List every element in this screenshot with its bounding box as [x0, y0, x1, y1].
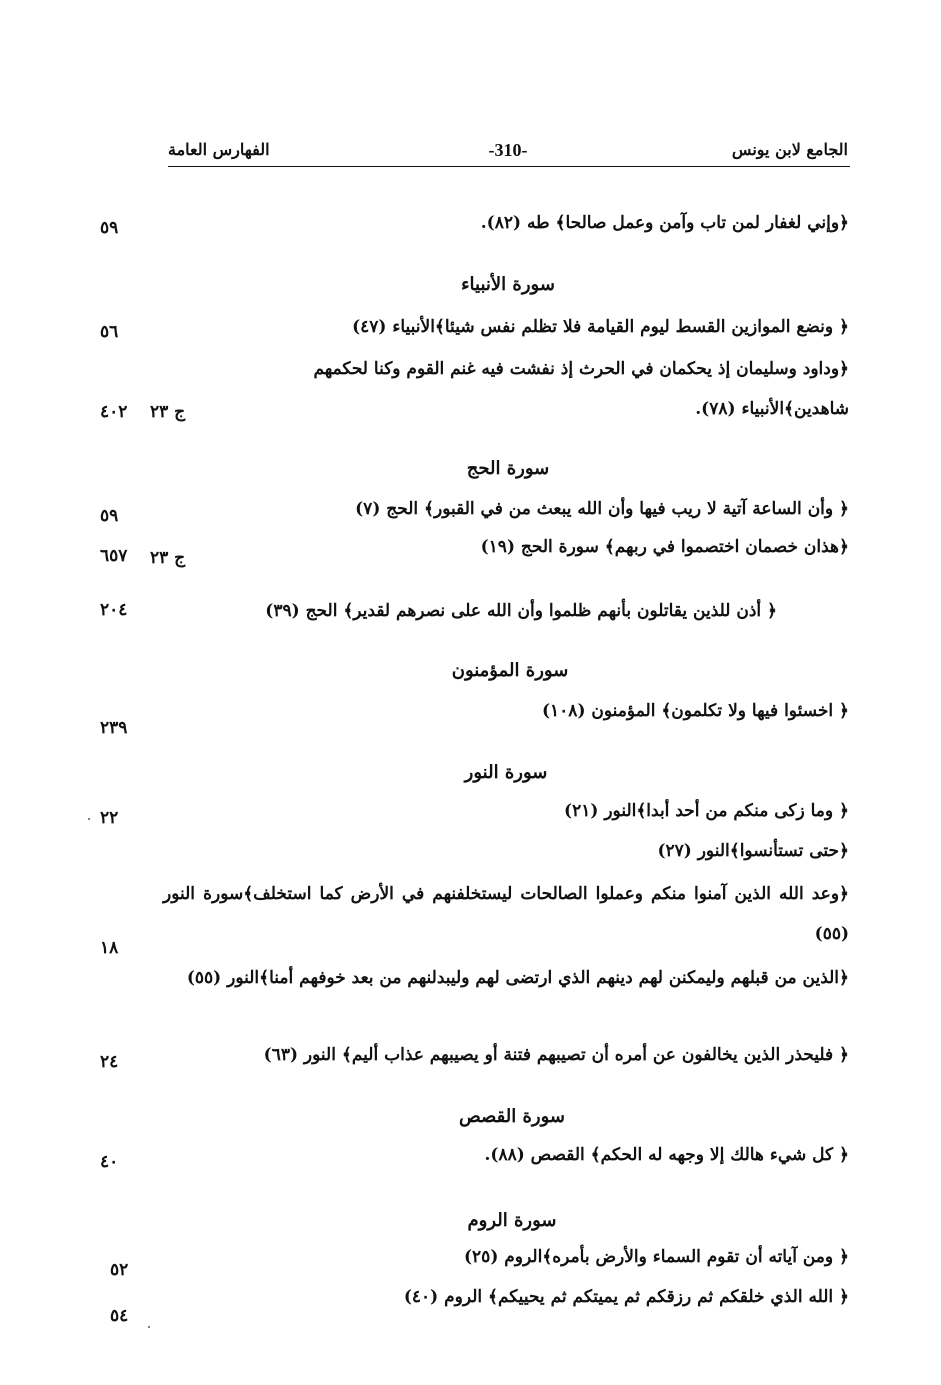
- verse-entry: ﴿ كل شيء هالك إلا وجهه له الحكم﴾ القصص (٨٨).: [484, 1145, 849, 1165]
- volume-reference: ج ٢٣: [150, 548, 186, 568]
- page-header: [168, 140, 848, 166]
- verse-entry: ﴿ اخسئوا فيها ولا تكلمون﴾ المؤمنون (١٠٨): [542, 701, 849, 721]
- page-reference: ٢٠٤: [100, 600, 128, 620]
- volume-reference: ج ٢٣: [150, 402, 186, 422]
- scan-speck: [88, 818, 90, 820]
- page-reference: ٥٤: [110, 1306, 129, 1326]
- surah-heading: سورة الروم: [467, 1210, 557, 1231]
- verse-entry: ﴿ وأن الساعة آتية لا ريب فيها وأن الله يبعث من في القبور﴾ الحج (٧): [355, 499, 849, 519]
- verse-entry: ﴿ وما زكى منكم من أحد أبدا﴾النور (٢١): [564, 801, 849, 821]
- surah-heading: سورة النور: [464, 762, 548, 783]
- page-reference: ٢٢: [100, 808, 119, 828]
- page-reference: ٥٦: [100, 322, 119, 342]
- verse-entry: ﴿حتى تستأنسوا﴾النور (٢٧): [657, 841, 849, 861]
- verse-entry-wrapped: ﴿وعد الله الذين آمنوا منكم وعملوا الصالحات ليستخلفنهم في الأرض كما استخلف﴾سورة النور (٥٥): [163, 884, 849, 944]
- page-number: -310-: [488, 140, 528, 160]
- scan-speck: [148, 1326, 150, 1328]
- page-reference: ٤٠: [100, 1152, 119, 1172]
- surah-heading: سورة الحج: [466, 458, 550, 479]
- verse-entry-line: ﴿وداود وسليمان إذ يحكمان في الحرث إذ نفشت فيه غنم القوم وكنا لحكمهم: [313, 359, 849, 379]
- verse-entry-line: شاهدين﴾الأنبياء (٧٨).: [695, 399, 849, 419]
- verse-entry: ﴿ ونضع الموازين القسط ليوم القيامة فلا تظلم نفس شيئا﴾الأنبياء (٤٧): [352, 317, 849, 337]
- page-reference: ٦٥٧: [100, 546, 128, 566]
- verse-entry-wrapped: ﴿الذين من قبلهم وليمكنن لهم دينهم الذي ارتضى لهم وليبدلنهم من بعد خوفهم أمنا﴾النور (٥٥): [186, 968, 849, 988]
- verse-entry: ﴿ ومن آياته أن تقوم السماء والأرض بأمره﴾الروم (٢٥): [464, 1247, 849, 1267]
- header-rule: [168, 166, 850, 167]
- page-reference: ٥٢: [110, 1260, 129, 1280]
- verse-entry: ﴿ فليحذر الذين يخالفون عن أمره أن تصيبهم فتنة أو يصيبهم عذاب أليم﴾ النور (٦٣): [263, 1045, 849, 1065]
- surah-heading: سورة المؤمنون: [451, 660, 569, 681]
- verse-entry: ﴿وإني لغفار لمن تاب وآمن وعمل صالحا﴾ طه (٨٢).: [480, 213, 849, 233]
- page-reference: ٥٩: [100, 506, 119, 526]
- book-title: الجامع لابن يونس: [731, 140, 848, 159]
- verse-entry: ﴿هذان خصمان اختصموا في ربهم﴾ سورة الحج (١٩): [480, 537, 849, 557]
- page-reference: ١٨: [100, 938, 119, 958]
- page-reference: ٤٠٢: [100, 402, 128, 422]
- page-reference: ٢٣٩: [100, 718, 128, 738]
- surah-heading: سورة الأنبياء: [461, 274, 555, 295]
- page-reference: ٥٩: [100, 218, 119, 238]
- verse-entry: ﴿ الله الذي خلقكم ثم رزقكم ثم يميتكم ثم يحييكم﴾ الروم (٤٠): [403, 1287, 849, 1307]
- section-title: الفهارس العامة: [168, 140, 270, 159]
- surah-heading: سورة القصص: [458, 1106, 566, 1127]
- verse-entry: ﴿ أذن للذين يقاتلون بأنهم ظلموا وأن الله على نصرهم لقدير﴾ الحج (٣٩): [265, 601, 777, 621]
- page-reference: ٢٤: [100, 1052, 119, 1072]
